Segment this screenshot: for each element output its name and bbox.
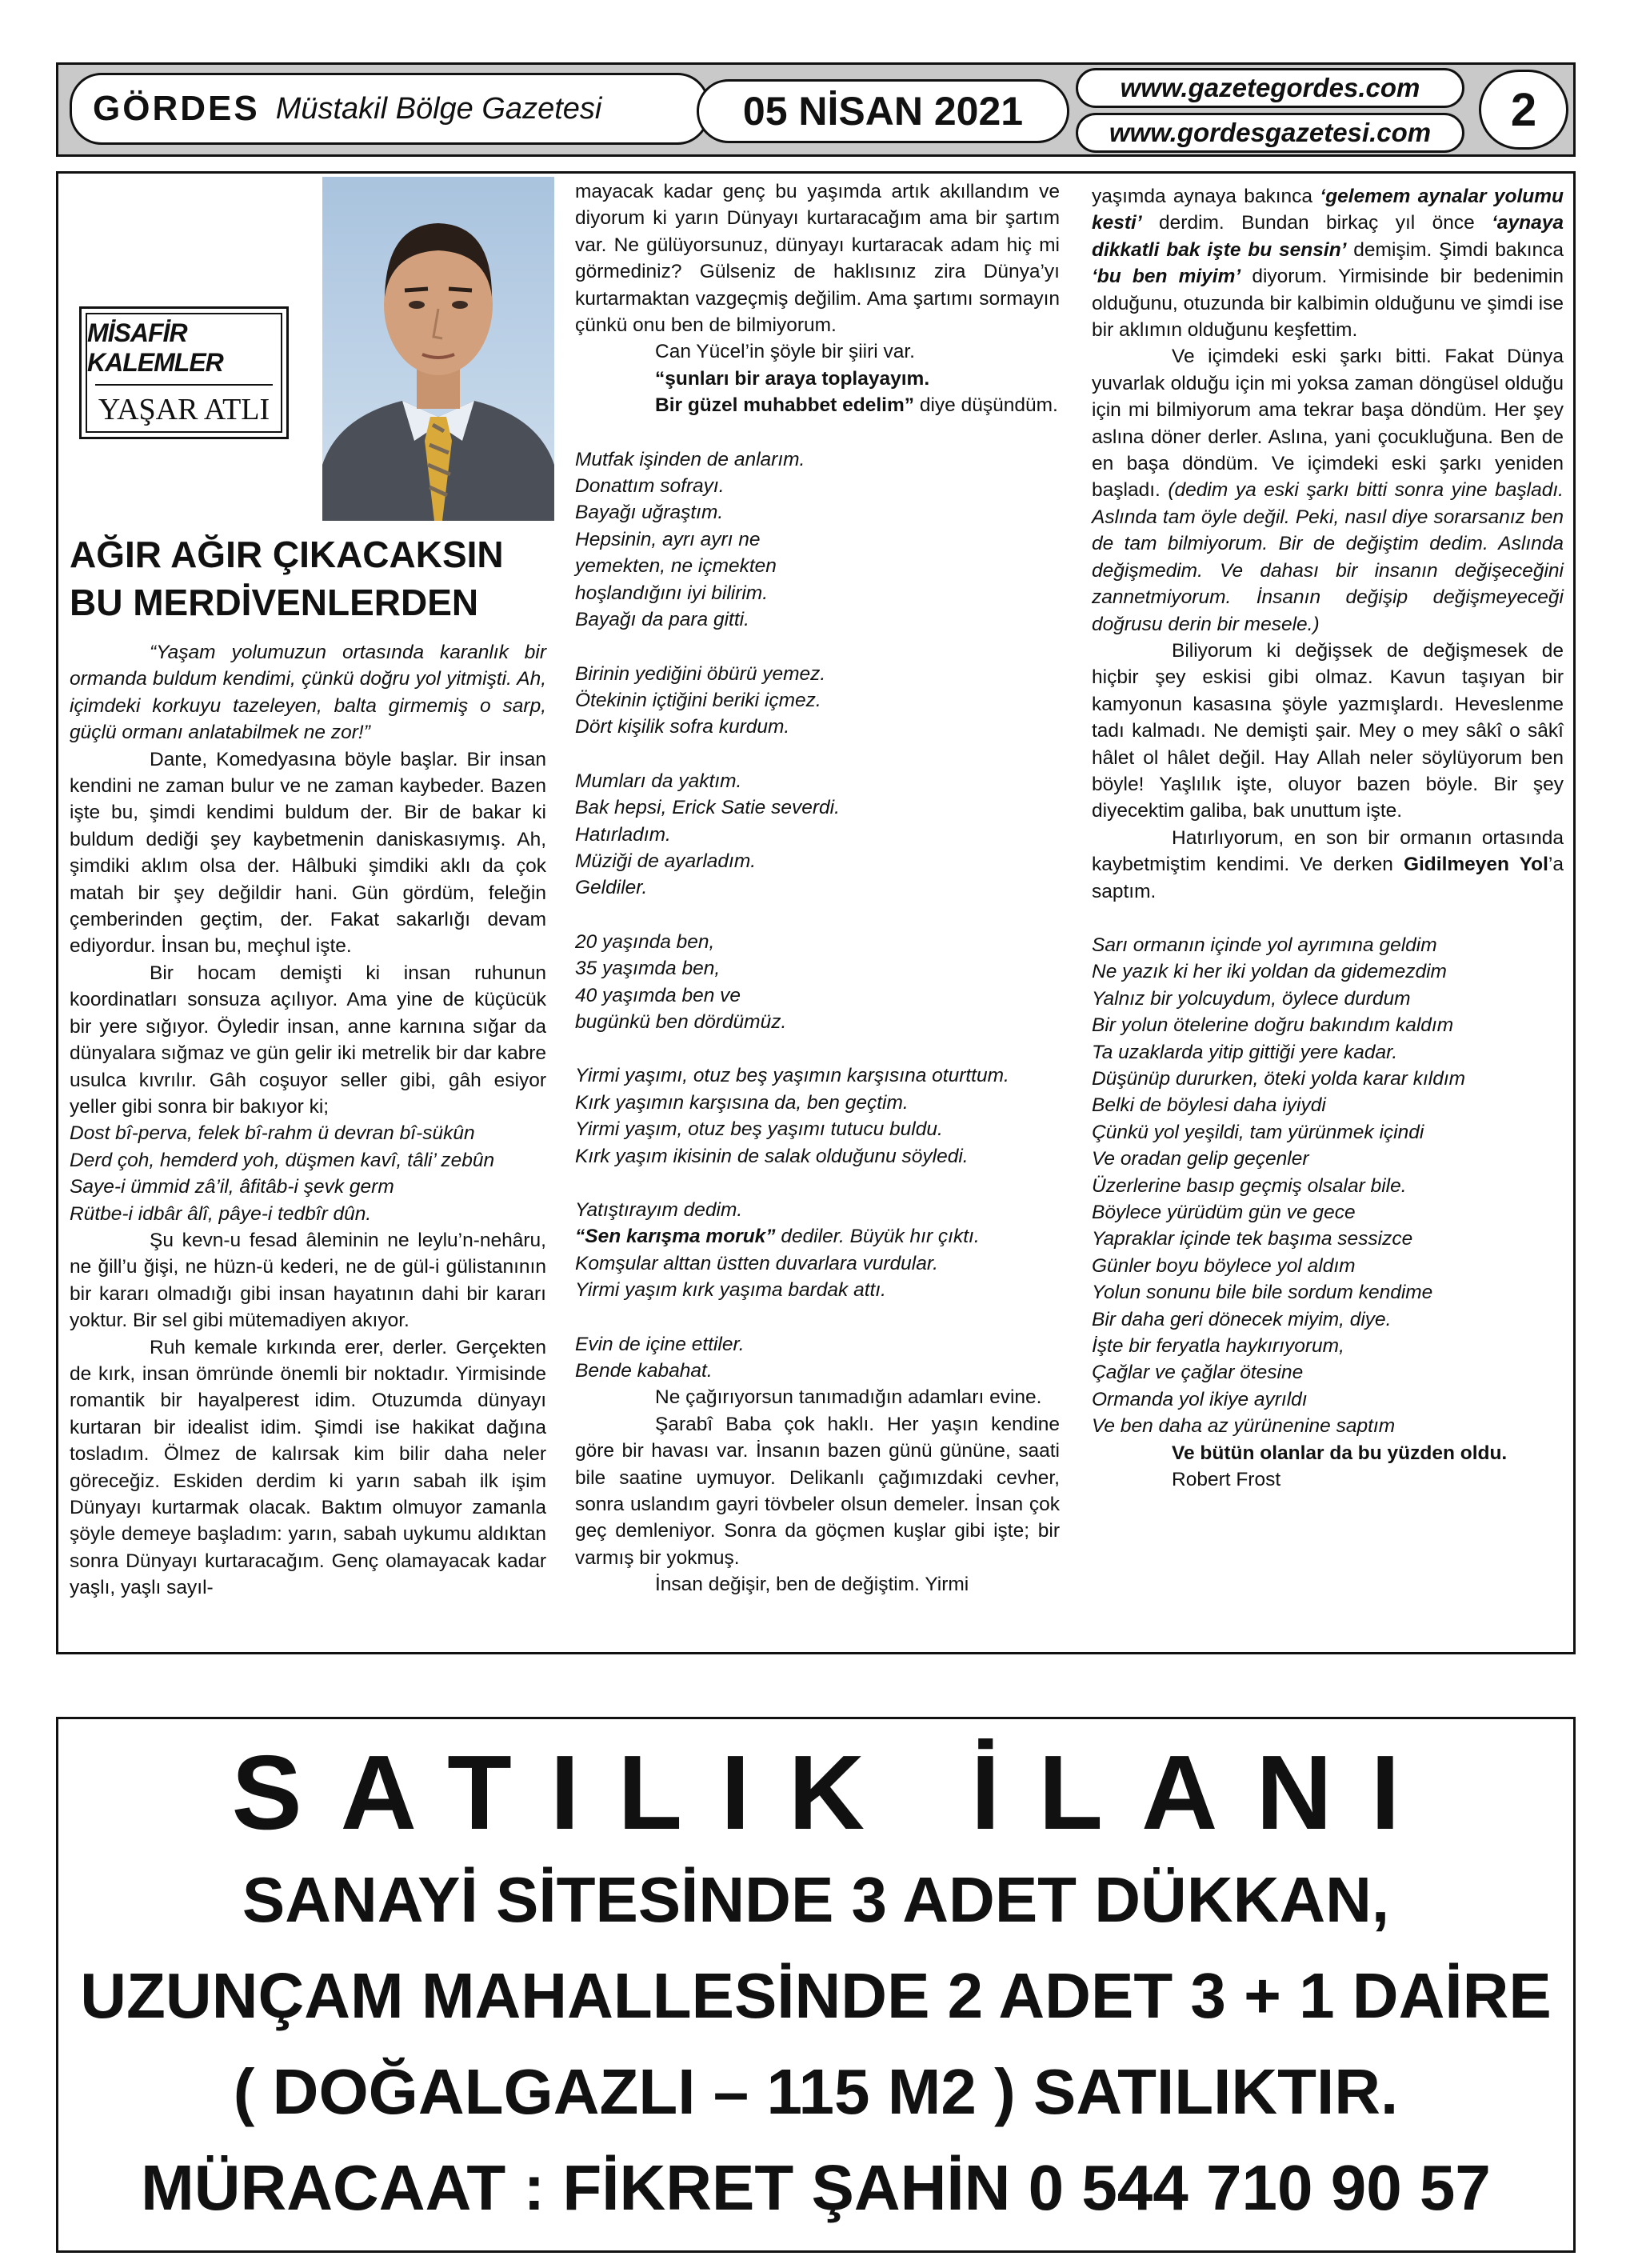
poem-line: 40 yaşımda ben ve <box>575 984 741 1006</box>
poem-line: Müziği de ayarladım. <box>575 850 757 872</box>
article-box <box>56 171 1576 1654</box>
poem-line: İşte bir feryatla haykırıyorum, <box>1092 1335 1344 1358</box>
ad-line-3: ( DOĞALGAZLI – 115 M2 ) SATILIKTIR. <box>233 2056 1399 2127</box>
column-kicker-box <box>79 306 289 439</box>
kicker-divider <box>95 384 274 386</box>
poem-line: Yirmi yaşım kırk yaşıma bardak attı. <box>575 1279 886 1302</box>
quote-run: ‘aynaya dikkatli bak işte bu sensin’ <box>1092 212 1564 261</box>
poem-line: Yatıştırayım dedim. <box>575 1199 743 1221</box>
poem-quote: “Sen karışma moruk” <box>575 1226 776 1248</box>
poem-line: Bak hepsi, Erick Satie severdi. <box>575 797 840 819</box>
stanza-gap <box>575 634 1060 661</box>
ad-line-2: UZUNÇAM MAHALLESİNDE 2 ADET 3 + 1 DAİRE <box>80 1960 1552 2031</box>
poem-line: dediler. Büyük hır çıktı. <box>781 1226 980 1248</box>
quote-run: ‘gelemem aynalar yolumu kesti’ <box>1092 186 1564 234</box>
paragraph: Ruh kemale kırkında erer, derler. Gerçekten de kırk, insan ömründe önemli bir noktadır. Yirmisinde romantik bir hayalperest idim. Otuzumda dünyayı kurtaran bir idealist idim. Şimdi ise hakikat dağına tosladım. Ölmez de kalırsak kim bilir daha neler göreceğiz. Eskiden derdim ki yarın sabah ilk işim Dünyayı kurtarmak olacak. Baktım olmuyor zamanla şöyle demeye başladım: yarın, sabah uykumu aldıktan sonra Dünyayı kurtaracağım. Genç olamayacak kadar yaşlı, yaşlı sayıl- <box>70 1336 546 1599</box>
ad-title: SATILIK İLANI <box>231 1734 1439 1851</box>
poem-line: Ne yazık ki her iki yoldan da gidemezdim <box>1092 961 1447 983</box>
poem-line: Düşünüp dururken, öteki yolda karar kıldım <box>1092 1068 1466 1090</box>
poem-line: Günler boyu böylece yol aldım <box>1092 1254 1356 1277</box>
poem-line: Bende kabahat. <box>575 1360 713 1382</box>
poem-line: Sarı ormanın içinde yol ayrımına geldim <box>1092 934 1437 956</box>
author-name: YAŞAR ATLI <box>98 393 270 426</box>
poem-line: Yirmi yaşımı, otuz beş yaşımın karşısına oturttum. <box>575 1065 1009 1087</box>
poem-line: hoşlandığını iyi bilirim. <box>575 582 769 604</box>
paragraph: Şarabî Baba çok haklı. Her yaşın kendine göre bir havası var. İnsanın bazen günü gününe, saati bile saatine uymuyor. Delikanlı çağımızdaki cevher, sonra uslandım gayri tövbeler olsun demeler. İnsan çok geç demleniyor. Sonra da göçmen kuşlar gibi işte; bir varmış bir yokmuş. <box>575 1413 1060 1569</box>
quote-line: “şunları bir araya toplayayım. <box>655 367 930 390</box>
author-photo <box>322 177 554 521</box>
poem-line: Bir daha geri dönecek miyim, diye. <box>1092 1308 1392 1330</box>
poem-line: yemekten, ne içmekten <box>575 555 777 578</box>
poem-line: Ormanda yol ikiye ayrıldı <box>1092 1388 1308 1410</box>
poem-line: Yalnız bir yolcuydum, öylece durdum <box>1092 987 1411 1010</box>
poem-line: bugünkü ben dördümüz. <box>575 1010 787 1033</box>
poem-line: Hepsinin, ayrı ayrı ne <box>575 528 761 550</box>
paragraph: Robert Frost <box>1172 1469 1281 1491</box>
poem-line: Donattım sofrayı. <box>575 475 725 498</box>
article-column-3 <box>1092 183 1564 1494</box>
ad-contact: MÜRACAAT : FİKRET ŞAHİN 0 544 710 90 57 <box>141 2152 1491 2223</box>
masthead <box>70 73 709 145</box>
quote-line: Bir güzel muhabbet edelim” <box>655 394 914 417</box>
paragraph: Biliyorum ki değişsek de değişmesek de hiçbir şey eskisi gibi olmaz. Kavun taşıyan bir kamyonun kasasına şöyle yazmışlardı. Heveslenme tadı kalmadı. Ne demişti şair. Mey o mey sâkî o sâkî hâlet ol hâlet değil. Hay Allah neler söylüyorum ben böyle! Yaşlılık işte, oluyor bazen böyle. Bir şey diyecektim galiba, bak unuttum işte. <box>1092 639 1564 822</box>
stanza-gap <box>575 419 1060 446</box>
website-link-1[interactable]: www.gazetegordes.com <box>1076 68 1464 108</box>
text-run: diyorum. Yirmisinde bir bedenimin olduğunu, otuzunda bir kalbimin olduğunu ve şimdi ise bir aklımın olduğunu keşfettim. <box>1092 266 1564 342</box>
poem-line: Ötekinin içtiğini beriki içmez. <box>575 689 821 711</box>
article-column-1 <box>70 639 546 1602</box>
poem-line: Yolun sonunu bile bile sordum kendime <box>1092 1282 1433 1304</box>
paragraph: mayacak kadar genç bu yaşımda artık akıllandım ve diyorum ki yarın Dünyayı kurtaracağım ama bir şartım var. Ne gülüyorsunuz, dünyayı kurtaracak adam hiç mi görmediniz? Gülseniz de haklısınız zira Dünya’yı kurtarmaktan vazgeçmiş değilim. Ama şartımı sormayın çünkü onu ben de bilmiyorum. <box>575 181 1060 337</box>
author-portrait-image <box>322 177 554 521</box>
poem-line: Geldiler. <box>575 877 648 899</box>
poem-line: Çağlar ve çağlar ötesine <box>1092 1362 1304 1384</box>
newspaper-header <box>56 62 1576 157</box>
paragraph: Şu kevn-u fesad âleminin ne leylu’n-nehâru, ne ğill’u ğişi, ne hüzn-ü kederi, ne de gül-i gülistanının bir kararı olmadığı gibi insan hayatının dahi bir kararı yoktur. Bir sel gibi mütemadiyen akıyor. <box>70 1229 546 1332</box>
poem-line: Böylece yürüdüm gün ve gece <box>1092 1202 1356 1224</box>
opening-quote: “Yaşam yolumuzun ortasında karanlık bir ormanda buldum kendimi, çünkü doğru yol yitmişti. Ah, içimdeki korkuyu tazeleyen, balta girmemiş o sarp, güçlü ormanı anlatabilmek ne zor!” <box>70 642 546 744</box>
poem-line: Birinin yediğini öbürü yemez. <box>575 662 826 685</box>
issue-date: 05 NİSAN 2021 <box>697 79 1069 143</box>
classified-ad <box>56 1717 1576 2253</box>
page-number: 2 <box>1479 70 1568 150</box>
poem-line: Komşular alttan üstten duvarlara vurdular. <box>575 1252 938 1274</box>
poem-line: Mutfak işinden de anlarım. <box>575 448 805 470</box>
article-headline <box>70 530 546 626</box>
text-run: Hatırlıyorum, en son bir ormanın ortasında kaybetmiştim kendimi. Ve derken <box>1092 826 1564 876</box>
stanza-gap <box>575 1035 1060 1062</box>
headline-line-2: BU MERDİVENLERDEN <box>70 582 479 623</box>
paragraph: Bir hocam demişti ki insan ruhunun koordinatları sonsuza açılıyor. Ama yine de küçücük bir yere sığıyor. Öyledir insan, anne karnına sığar da dünyalara sığmaz ve gün gelir iki metrelik bir dar kabre usulca kıvrılır. Gâh coşuyor seller gibi, gâh esiyor yeller gibi sonra bir bakıyor ki; <box>70 962 546 1118</box>
italic-run: (dedim ya eski şarkı bitti sonra yine başladı. Aslında tam öyle değil. Peki, nasıl diye sorarsanız ben de tam bilmiyorum. Bir de değiştim dedim. Aslında değişmedim. Ve dahası bir insanın değişeceğini zannetmiyorum. İnsanın değişip değişmeyeceği doğrusu derin bir mesele.) <box>1092 479 1564 635</box>
verse-line: Derd çoh, hemderd yoh, düşmen kavî, tâli’ zebûn <box>70 1149 495 1171</box>
text-run: Ve içimdeki eski şarkı bitti. Fakat Dünya yuvarlak olduğu için mi yoksa zaman döngüsel olduğu için mi bilmiyorum ama tekrar başa döndüm. Her şey aslına döner derler. Aslına, yani çocukluğuna. Ben de en başa döndüm. Ve içimdeki eski şarkı yeniden başladı. <box>1092 346 1564 502</box>
poem-line: Hatırladım. <box>575 823 671 846</box>
text-run: yaşımda aynaya bakınca <box>1092 186 1313 207</box>
column-kicker: MİSAFİR KALEMLER <box>87 318 223 377</box>
text-run: derdim. Bundan birkaç yıl önce <box>1159 212 1475 234</box>
poem-line: Üzerlerine basıp geçmiş olsalar bile. <box>1092 1174 1407 1197</box>
poem-line: Yapraklar içinde tek başıma sessizce <box>1092 1228 1413 1250</box>
text-run: demişim. Şimdi bakınca <box>1353 238 1564 261</box>
poem-line: Dört kişilik sofra kurdum. <box>575 716 790 738</box>
poem-line: Bir yolun ötelerine doğru bakındım kaldım <box>1092 1014 1454 1037</box>
stanza-gap <box>575 1170 1060 1197</box>
headline-line-1: AĞIR AĞIR ÇIKACAKSIN <box>70 534 504 575</box>
poem-line: Belki de böylesi daha iyiydi <box>1092 1094 1326 1117</box>
poem-author: Ve bütün olanlar da bu yüzden oldu. <box>1172 1442 1508 1464</box>
poem-line: Çünkü yol yeşildi, tam yürünmek içindi <box>1092 1121 1424 1143</box>
verse-line: Saye-i ümmid zâ’il, âfitâb-i şevk germ <box>70 1176 394 1198</box>
paragraph <box>1092 825 1564 905</box>
poem-line: Yirmi yaşım, otuz beş yaşımı tutucu buldu. <box>575 1118 943 1141</box>
poem-line: Mumları da yaktım. <box>575 770 742 792</box>
poem-line: Ve ben daha az yürünenine saptım <box>1092 1415 1396 1438</box>
stanza-gap <box>575 741 1060 768</box>
poem-title: Gidilmeyen Yol <box>1403 854 1548 876</box>
paragraph <box>1092 343 1564 637</box>
poem-line: Bayağı da para gitti. <box>575 609 749 631</box>
ad-line-1: SANAYİ SİTESİNDE 3 ADET DÜKKAN, <box>242 1864 1390 1935</box>
stanza-gap <box>1092 905 1564 932</box>
paragraph-text: diye düşündüm. <box>919 394 1058 417</box>
quote-run: ‘bu ben miyim’ <box>1092 266 1241 288</box>
text-run: ’a saptım. <box>1092 854 1564 902</box>
poem-line: 20 yaşında ben, <box>575 930 715 953</box>
paragraph: Ne çağırıyorsun tanımadığın adamları evine. <box>655 1386 1042 1409</box>
paragraph: İnsan değişir, ben de değiştim. Yirmi <box>655 1574 969 1596</box>
paragraph: Can Yücel’in şöyle bir şiiri var. <box>655 341 915 363</box>
poem-line: Ve oradan gelip geçenler <box>1092 1148 1309 1170</box>
poem-line: Kırk yaşımın karşısına da, ben geçtim. <box>575 1091 909 1114</box>
stanza-gap <box>575 902 1060 929</box>
verse-line: Rütbe-i idbâr âlî, pâye-i tedbîr dûn. <box>70 1202 372 1225</box>
poem-line: Evin de içine ettiler. <box>575 1333 745 1355</box>
masthead-name: GÖRDES <box>93 89 260 128</box>
article-column-2 <box>575 178 1060 1598</box>
website-link-2[interactable]: www.gordesgazetesi.com <box>1076 113 1464 153</box>
poem-line: Ta uzaklarda yitip gittiği yere kadar. <box>1092 1041 1398 1063</box>
poem-line: Bayağı uğraştım. <box>575 502 724 524</box>
stanza-gap <box>575 1304 1060 1331</box>
paragraph: Dante, Komedyasına böyle başlar. Bir insan kendini ne zaman bulur ve ne zaman kaybeder. Bazen işte bu, şimdi kendimi buldum der. Bir de bakar ki buldum dediği şey kaybetmenin daniskasıymış. Ah, şimdiki aklım olsa der. Hâlbuki şimdiki aklı da çok matah bir şey değildir hani. Gün gördüm, feleğin çemberinden geçtim, der. Fakat sakarlığı devam ediyordur. İnsan bu, meçhul işte. <box>70 748 546 958</box>
poem-line: 35 yaşımda ben, <box>575 958 721 980</box>
paragraph <box>1092 183 1564 343</box>
poem-line: Kırk yaşım ikisinin de salak olduğunu söyledi. <box>575 1145 969 1167</box>
masthead-subtitle: Müstakil Bölge Gazetesi <box>275 91 602 126</box>
verse-line: Dost bî-perva, felek bî-rahm ü devran bî-sükûn <box>70 1122 475 1145</box>
